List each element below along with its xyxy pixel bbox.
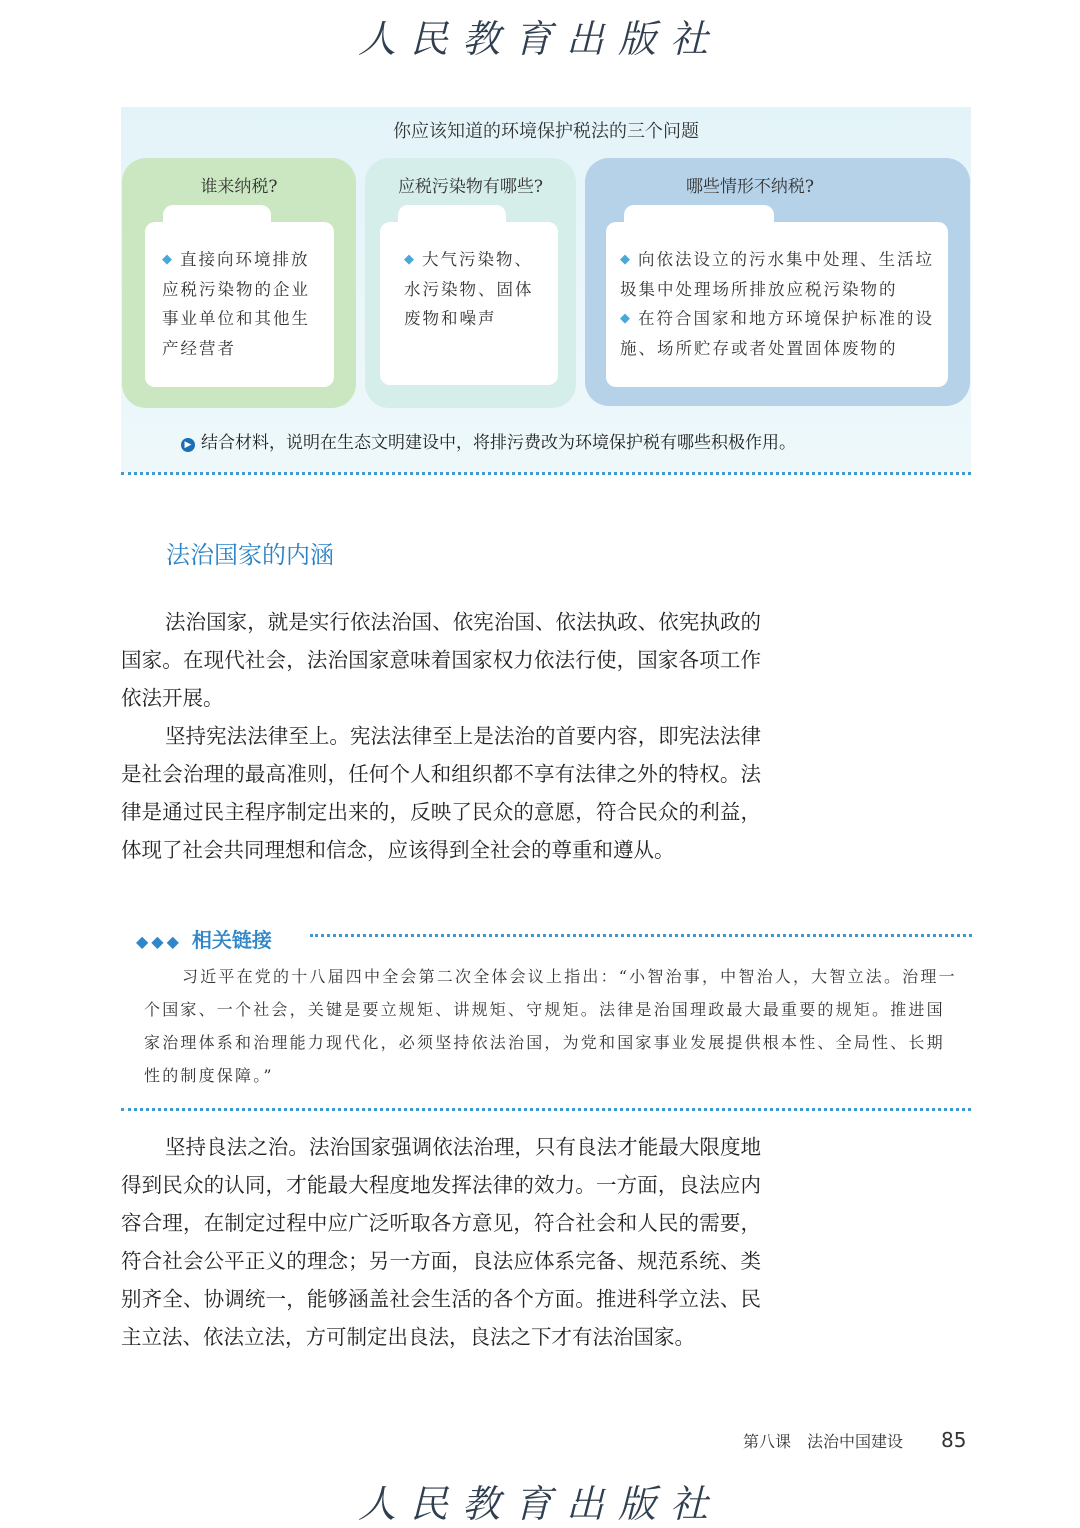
- related-link-text: 习近平在党的十八届四中全会第二次全体会议上指出：“小智治事，中智治人，大智立法。治理一个国家、一个社会，关键是要立规矩、讲规矩、守规矩。法律是治国理政最大最重要的规矩。推进国家治理体系和治理能力现代化，必须坚持依法治国，为党和国家事业发展提供根本性、全局性、长期性的制度保障。”: [144, 967, 957, 1085]
- info-box-title: 你应该知道的环境保护税法的三个问题: [393, 121, 699, 142]
- question-text: 结合材料，说明在生态文明建设中，将排污费改为环境保护税有哪些积极作用。: [201, 433, 796, 453]
- publisher-logo-bottom: 人民教育出版社: [357, 1482, 722, 1526]
- paragraph-1: 法治国家，就是实行依法治国、依宪治国、依法执政、依宪执政的国家。在现代社会，法治国家意味着国家权力依法行使，国家各项工作依法开展。: [121, 610, 761, 710]
- discussion-question: [181, 428, 796, 453]
- related-link-heading: ◆◆◆ 相关链接: [136, 928, 272, 952]
- dotted-divider: [121, 1108, 971, 1111]
- diamond-bullet-icon: ◆: [620, 252, 632, 267]
- section-title: 法治国家的内涵: [166, 541, 334, 569]
- diamond-bullet-icon: ◆: [404, 252, 416, 267]
- diamond-bullet-icon: ◆: [162, 252, 174, 267]
- publisher-logo-top: 人民教育出版社: [357, 17, 722, 61]
- card-item: ◆ 向依法设立的污水集中处理、生活垃圾集中处理场所排放应税污染物的: [620, 250, 934, 299]
- paragraph-2: 坚持宪法法律至上。宪法法律至上是法治的首要内容，即宪法法律是社会治理的最高准则，任何个人和组织都不享有法律之外的特权。法律是通过民主程序制定出来的，反映了民众的意愿，符合民众的利益，体现了社会共同理想和信念，应该得到全社会的尊重和遵从。: [121, 724, 761, 862]
- card-item: ◆ 在符合国家和地方环境保护标准的设施、场所贮存或者处置固体废物的: [620, 309, 934, 358]
- dotted-divider: [310, 934, 972, 937]
- card-title-taxable-pollutants: 应税污染物有哪些?: [397, 177, 544, 197]
- card-title-who-pays: 谁来纳税?: [200, 177, 278, 197]
- diamond-bullet-icon: ◆: [620, 311, 632, 326]
- arrow-circle-icon: ▶: [181, 438, 195, 452]
- paragraph-3: 坚持良法之治。法治国家强调依法治理，只有良法才能最大限度地得到民众的认同，才能最大程度地发挥法律的效力。一方面，良法应内容合理，在制定过程中应广泛听取各方意见，符合社会和人民的需要，符合社会公平正义的理念；另一方面，良法应体系完备、规范系统、类别齐全、协调统一，能够涵盖社会生活的各个方面。推进科学立法、民主立法、依法立法，方可制定出良法，良法之下才有法治国家。: [121, 1135, 761, 1349]
- card-text-who-pays: [162, 245, 318, 363]
- card-item: 大气污染物、水污染物、固体废物和噪声: [404, 250, 534, 328]
- diamond-triple-icon: ◆◆◆: [136, 932, 182, 951]
- card-title-tax-exempt: 哪些情形不纳税?: [685, 177, 815, 197]
- card-text-tax-exempt: [620, 245, 938, 363]
- page-number: 85: [941, 1428, 967, 1452]
- card-item: 直接向环境排放应税污染物的企业事业单位和其他生产经营者: [162, 250, 310, 358]
- chapter-label: 第八课 法治中国建设: [743, 1432, 904, 1451]
- card-text-taxable-pollutants: [404, 245, 549, 334]
- dotted-divider: [121, 472, 971, 475]
